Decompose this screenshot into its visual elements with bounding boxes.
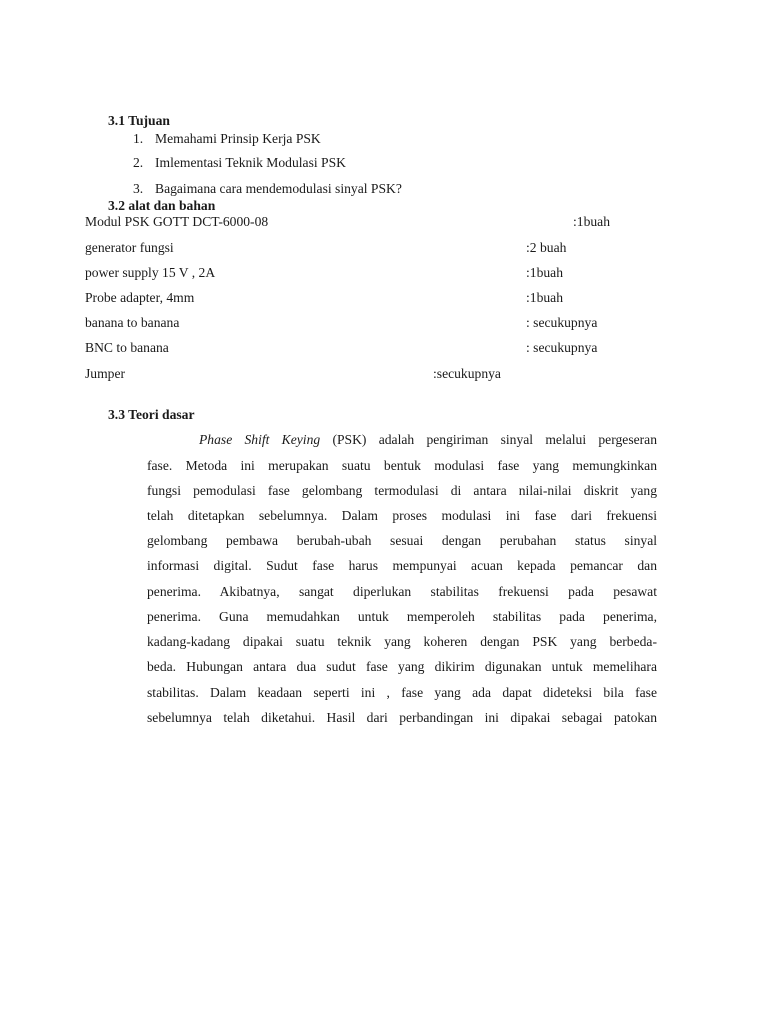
list-number: 3. <box>133 181 144 196</box>
equipment-qty: : secukupnya <box>526 315 598 330</box>
paragraph-line: gelombang pembawa berubah-ubah sesuai dengan perubahan status sinyal <box>147 533 657 548</box>
equipment-name: Modul PSK GOTT DCT-6000-08 <box>85 214 269 229</box>
list-item <box>133 131 321 147</box>
paragraph-line: kadang-kadang dipakai suatu teknik yang koheren dengan PSK yang berbeda- <box>147 634 657 649</box>
italic-term: Phase Shift Keying <box>199 432 321 447</box>
paragraph-line: telah ditetapkan sebelumnya. Dalam proses modulasi ini fase dari frekuensi <box>147 508 657 523</box>
paragraph-line: Phase Shift Keying (PSK) adalah pengiriman sinyal melalui pergeseran <box>199 432 658 447</box>
section-heading-teori-dasar: 3.3 Teori dasar <box>108 407 195 422</box>
list-item <box>133 181 402 197</box>
equipment-name: banana to banana <box>85 315 180 330</box>
section-heading-tujuan: 3.1 Tujuan <box>108 113 170 128</box>
list-number: 1. <box>133 131 144 146</box>
paragraph-line: sebelumnya telah diketahui. Hasil dari perbandingan ini dipakai sebagai patokan <box>147 710 657 725</box>
paragraph-line: stabilitas. Dalam keadaan seperti ini , fase yang ada dapat dideteksi bila fase <box>147 685 657 700</box>
equipment-qty: :2 buah <box>526 240 567 255</box>
equipment-name: generator fungsi <box>85 240 174 255</box>
equipment-name: Jumper <box>85 366 126 381</box>
equipment-qty: :1buah <box>526 290 563 305</box>
paragraph-line: beda. Hubungan antara dua sudut fase yang dikirim digunakan untuk memelihara <box>147 659 657 674</box>
equipment-name: power supply 15 V , 2A <box>85 265 216 280</box>
list-text: Imlementasi Teknik Modulasi PSK <box>155 155 346 170</box>
equipment-qty: :secukupnya <box>433 366 501 381</box>
equipment-name: BNC to banana <box>85 340 169 355</box>
paragraph-line: informasi digital. Sudut fase harus mempunyai acuan kepada pemancar dan <box>147 558 657 573</box>
paragraph-line: penerima. Guna memudahkan untuk memperoleh stabilitas pada penerima, <box>147 609 657 624</box>
equipment-name: Probe adapter, 4mm <box>85 290 195 305</box>
equipment-qty: :1buah <box>526 265 563 280</box>
equipment-qty: : secukupnya <box>526 340 598 355</box>
section-heading-alat-bahan: 3.2 alat dan bahan <box>108 198 216 213</box>
list-text: Bagaimana cara mendemodulasi sinyal PSK? <box>155 181 402 196</box>
list-item <box>133 155 346 171</box>
equipment-qty: :1buah <box>573 214 610 229</box>
paragraph-line: penerima. Akibatnya, sangat diperlukan stabilitas frekuensi pada pesawat <box>147 584 657 599</box>
list-text: Memahami Prinsip Kerja PSK <box>155 131 321 146</box>
paragraph-line: fase. Metoda ini merupakan suatu bentuk modulasi fase yang memungkinkan <box>147 458 657 473</box>
list-number: 2. <box>133 155 144 170</box>
paragraph-line: fungsi pemodulasi fase gelombang termodulasi di antara nilai-nilai diskrit yang <box>147 483 657 498</box>
